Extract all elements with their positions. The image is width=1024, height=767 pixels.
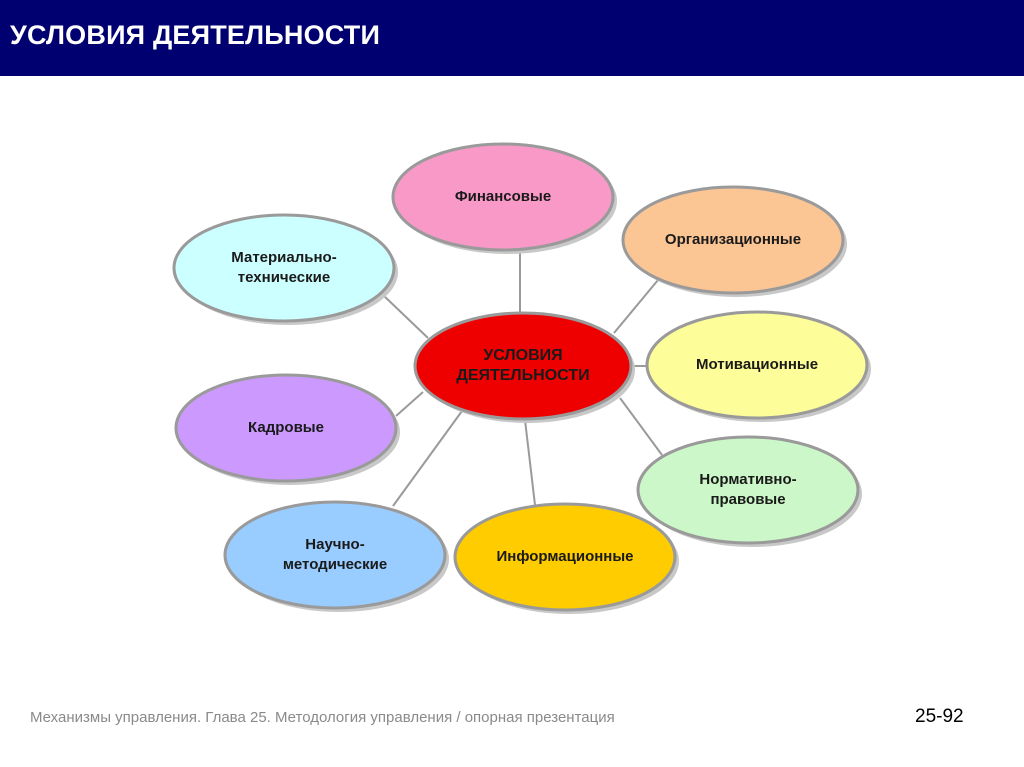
node-label-material: Материально- технические [231,249,337,286]
node-label-organizational: Организационные [664,231,802,248]
connector-material [383,295,428,338]
connector-scientific [393,411,462,506]
connector-normative [620,398,662,455]
node-label-motivational: Мотивационные [695,356,819,373]
node-label-informational: Информационные [496,548,634,565]
node-label-scientific: Научно- методические [282,536,388,573]
node-label-financial: Финансовые [454,188,552,205]
connector-informational [525,420,535,505]
page-number: 25-92 [915,706,964,727]
center-label: УСЛОВИЯ ДЕЯТЕЛЬНОСТИ [456,347,590,384]
slide-title: УСЛОВИЯ ДЕЯТЕЛЬНОСТИ [10,20,381,50]
footer-text: Механизмы управления. Глава 25. Методология управления / опорная презентация [30,709,615,726]
connector-organizational [614,280,658,333]
node-label-personnel: Кадровые [248,419,324,436]
connector-personnel [396,392,423,416]
node-label-normative: Нормативно- правовые [699,471,797,508]
